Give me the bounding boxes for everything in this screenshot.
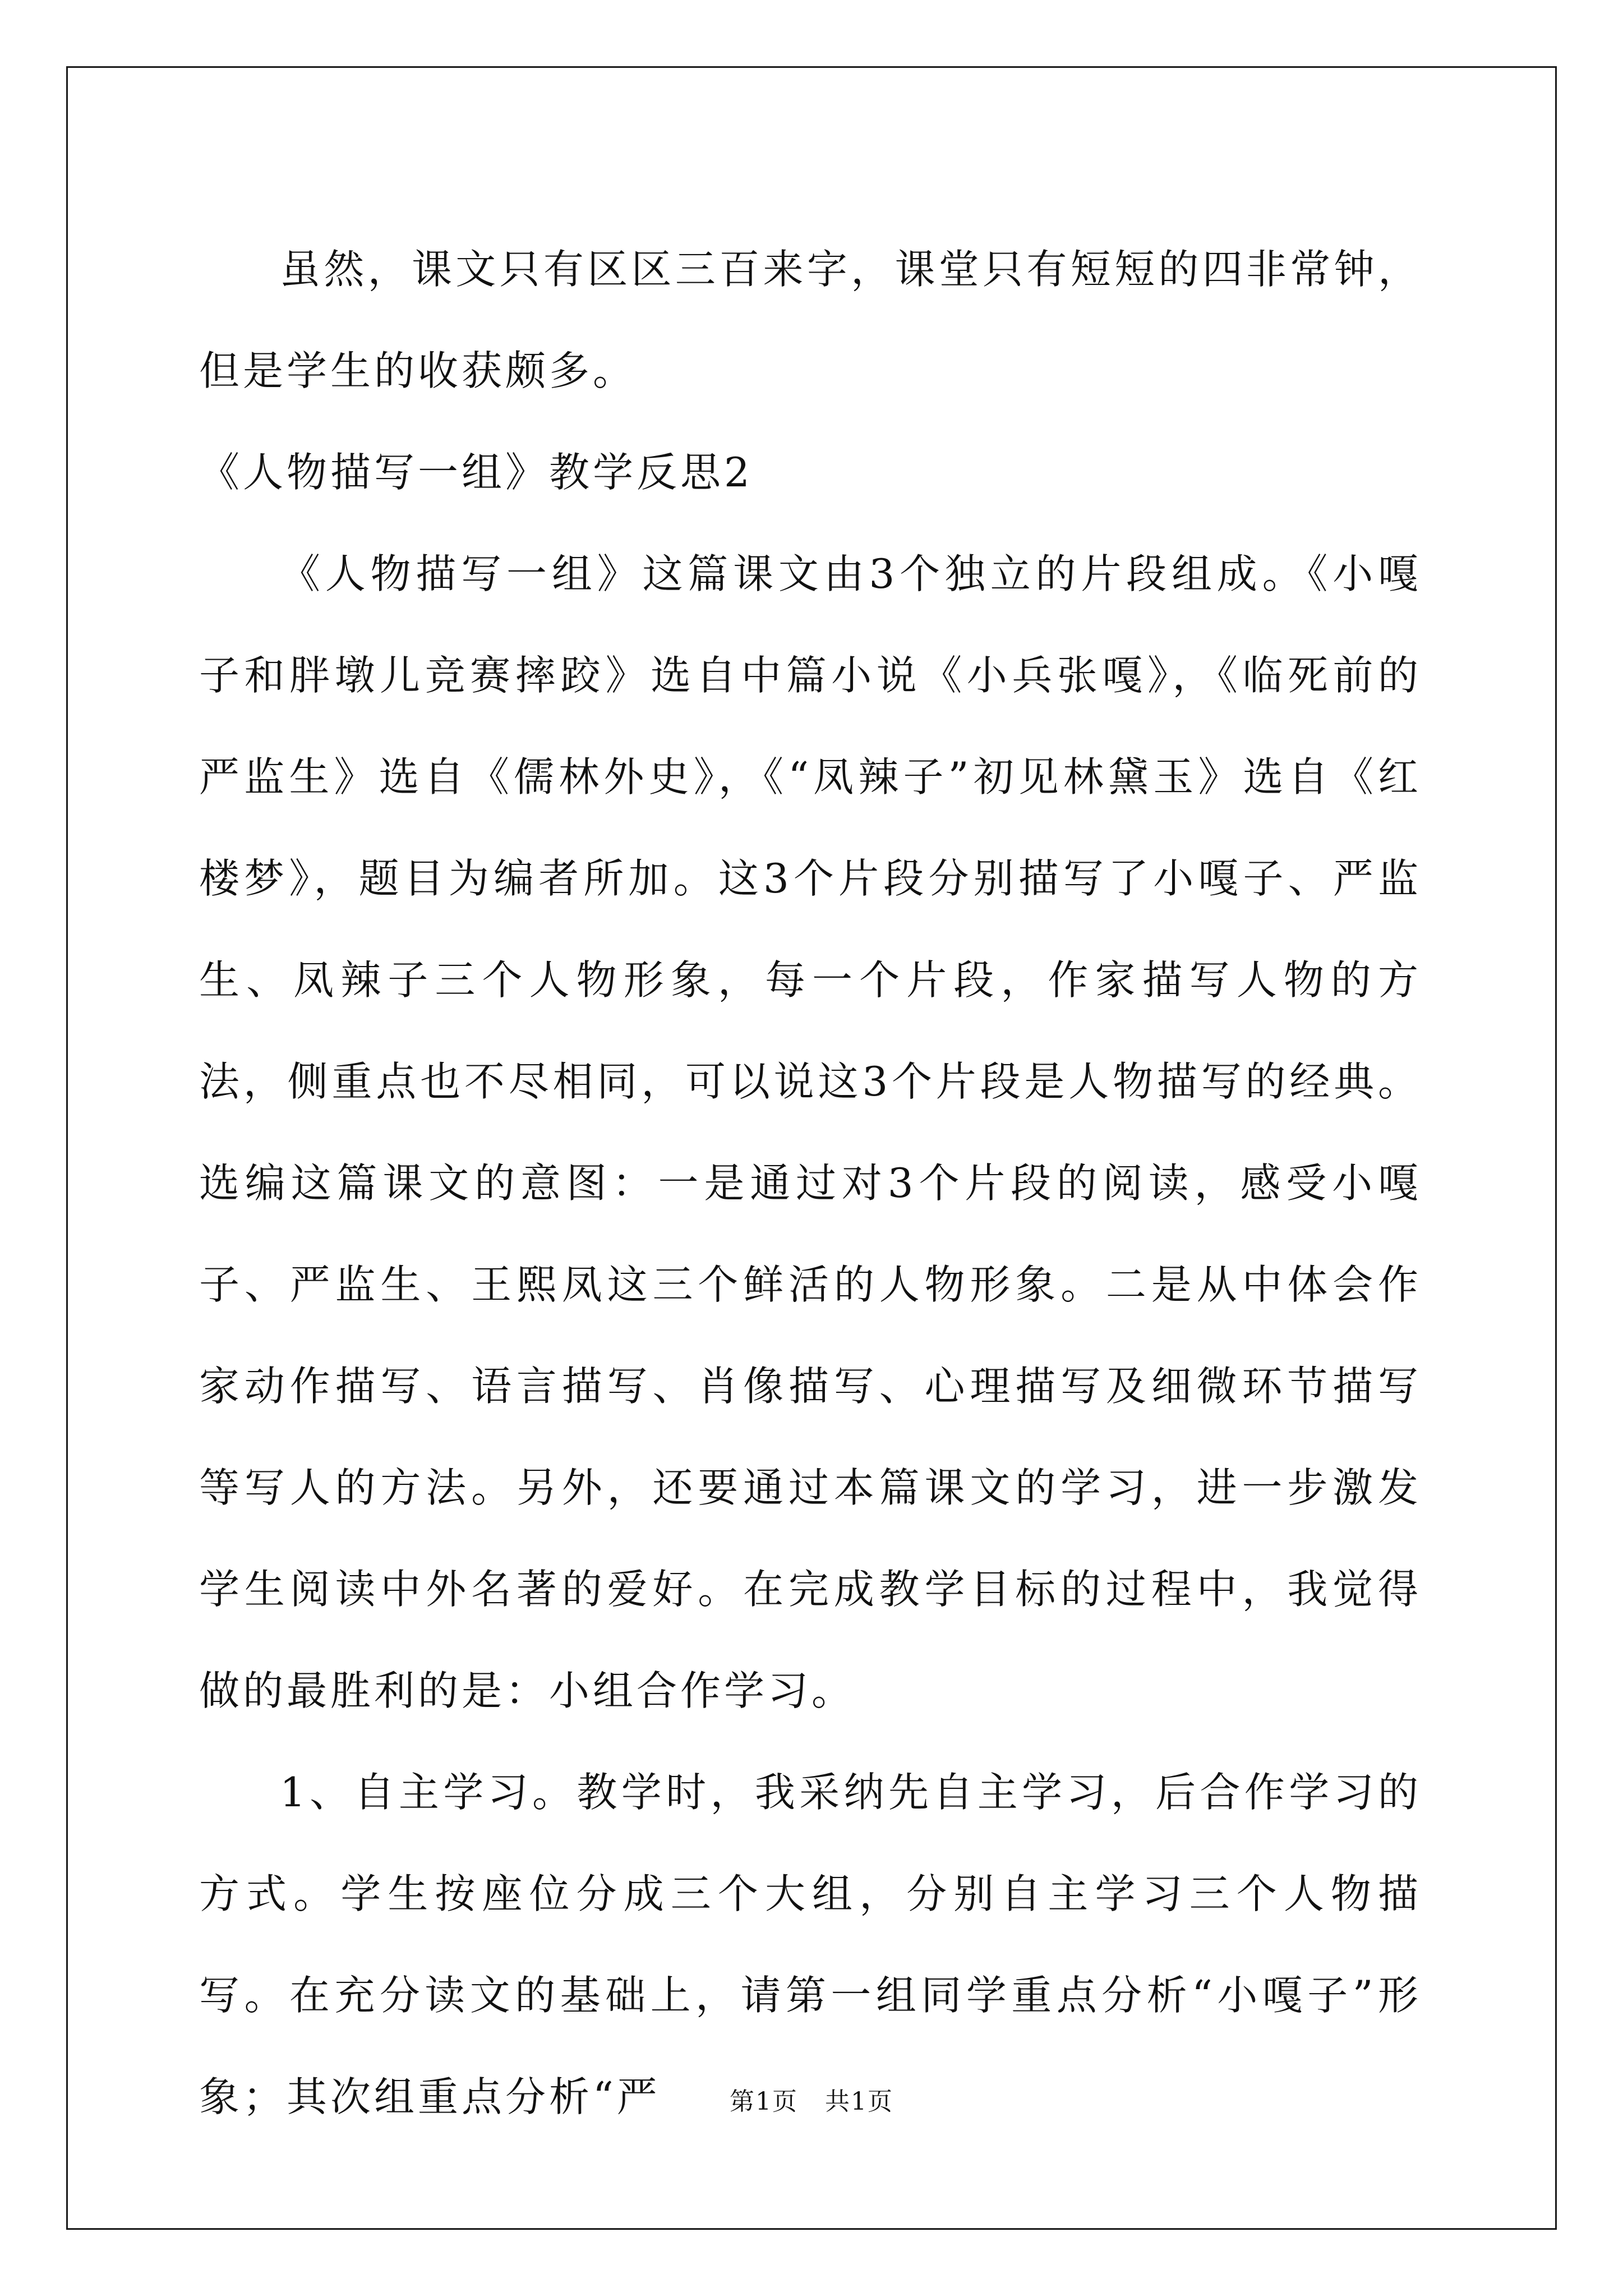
paragraph-self-study: 1、自主学习。教学时，我采纳先自主学习，后合作学习的方式。学生按座位分成三个大组，分别自主学习三个人物描写。在充分读文的基础上，请第一组同学重点分析“小嘎子”形象；其次组重点分析“严 — [199, 1769, 1422, 2120]
page-footer — [0, 2081, 1623, 2117]
section-heading: 《人物描写一组》教学反思2 — [199, 449, 753, 496]
page-total: 共1页 — [824, 2087, 893, 2116]
paragraph-overview: 《人物描写一组》这篇课文由3个独立的片段组成。《小嘎子和胖墩儿竞赛摔跤》选自中篇小说《小兵张嘎》，《临死前的严监生》选自《儒林外史》，《“凤辣子”初见林黛玉》选自《红楼梦》，题目为编者所加。这3个片段分别描写了小嘎子、严监生、凤辣子三个人物形象，每一个片段，作家描写人物的方法，侧重点也不尽相同，可以说这3个片段是人物描写的经典。选编这篇课文的意图：一是通过对3个片段的阅读，感受小嘎子、严监生、王熙凤这三个鲜活的人物形象。二是从中体会作家动作描写、语言描写、肖像描写、心理描写及细微环节描写等写人的方法。另外，还要通过本篇课文的学习，进一步激发学生阅读中外名著的爱好。在完成教学目标的过程中，我觉得做的最胜利的是：小组合作学习。 — [199, 550, 1422, 1714]
page-number: 第1页 — [730, 2087, 799, 2116]
paragraph-intro: 虽然，课文只有区区三百来字，课堂只有短短的四非常钟，但是学生的收获颇多。 — [199, 246, 1422, 394]
document-body — [199, 219, 1422, 2148]
